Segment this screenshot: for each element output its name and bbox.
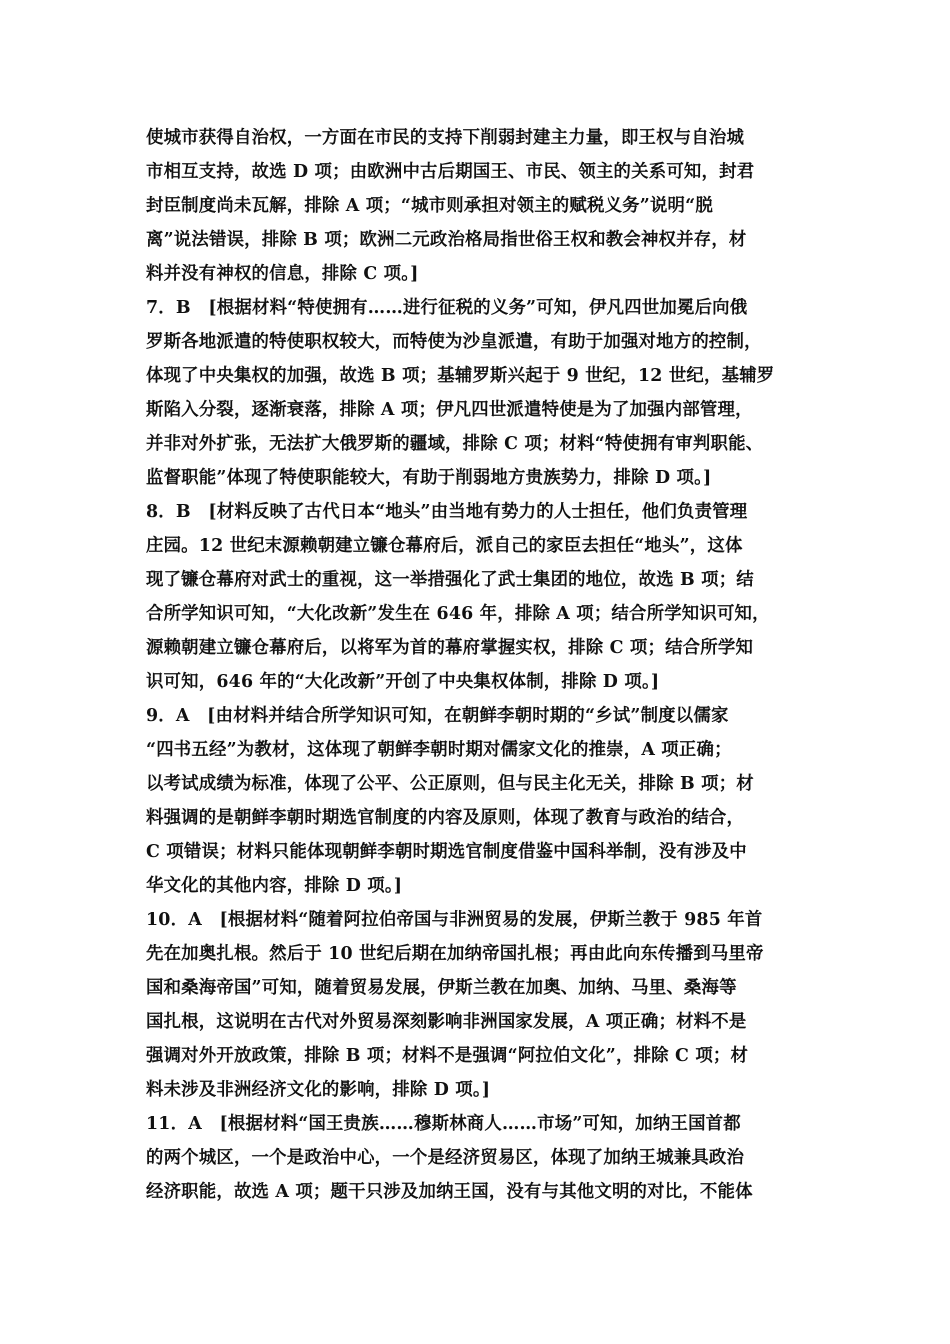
text-line: 国扎根，这说明在古代对外贸易深刻影响非洲国家发展，A 项正确；材料不是: [146, 1012, 747, 1032]
text-line: 监督职能”体现了特使职能较大，有助于削弱地方贵族势力，排除 D 项。]: [146, 468, 712, 488]
text-line: 使城市获得自治权，一方面在市民的支持下削弱封建主力量，即王权与自治城: [146, 128, 745, 148]
text-line: 先在加奥扎根。然后于 10 世纪后期在加纳帝国扎根；再由此向东传播到马里帝: [146, 944, 764, 964]
answer-text-body: [146, 121, 814, 1209]
text-line: 体现了中央集权的加强，故选 B 项；基辅罗斯兴起于 9 世纪，12 世纪，基辅罗: [146, 366, 775, 386]
text-line: C 项错误；材料只能体现朝鲜李朝时期选官制度借鉴中国科举制，没有涉及中: [146, 842, 747, 862]
text-line: 封臣制度尚未瓦解，排除 A 项；“城市则承担对领主的赋税义务”说明“脱: [146, 196, 713, 216]
answer-11-line: 11．A [根据材料“国王贵族……穆斯林商人……市场”可知，加纳王国首都: [146, 1114, 741, 1134]
text-line: 经济职能，故选 A 项；题干只涉及加纳王国，没有与其他文明的对比，不能体: [146, 1182, 753, 1202]
text-line: 并非对外扩张，无法扩大俄罗斯的疆域，排除 C 项；材料“特使拥有审判职能、: [146, 434, 764, 454]
text-line: 料并没有神权的信息，排除 C 项。]: [146, 264, 419, 284]
text-line: 料强调的是朝鲜李朝时期选官制度的内容及原则，体现了教育与政治的结合，: [146, 808, 745, 828]
answer-7-line: 7．B [根据材料“特使拥有……进行征税的义务”可知，伊凡四世加冕后向俄: [146, 298, 748, 318]
text-line: 强调对外开放政策，排除 B 项；材料不是强调“阿拉伯文化”，排除 C 项；材: [146, 1046, 749, 1066]
answer-8-line: 8．B [材料反映了古代日本“地头”由当地有势力的人士担任，他们负责管理: [146, 502, 748, 522]
text-line: 识可知，646 年的“大化改新”开创了中央集权体制，排除 D 项。]: [146, 672, 660, 692]
text-line: 离”说法错误，排除 B 项；欧洲二元政治格局指世俗王权和教会神权并存，材: [146, 230, 747, 250]
text-line: 源赖朝建立镰仓幕府后，以将军为首的幕府掌握实权，排除 C 项；结合所学知: [146, 638, 754, 658]
text-line: 以考试成绩为标准，体现了公平、公正原则，但与民主化无关，排除 B 项；材: [146, 774, 754, 794]
text-line: 的两个城区，一个是政治中心，一个是经济贸易区，体现了加纳王城兼具政治: [146, 1148, 745, 1168]
text-line: 罗斯各地派遣的特使职权较大，而特使为沙皇派遣，有助于加强对地方的控制，: [146, 332, 762, 352]
text-line: 华文化的其他内容，排除 D 项。]: [146, 876, 403, 896]
text-line: 国和桑海帝国”可知，随着贸易发展，伊斯兰教在加奥、加纳、马里、桑海等: [146, 978, 737, 998]
text-line: 合所学知识可知，“大化改新”发生在 646 年，排除 A 项；结合所学知识可知，: [146, 604, 770, 624]
text-line: “四书五经”为教材，这体现了朝鲜李朝时期对儒家文化的推崇，A 项正确；: [146, 740, 732, 760]
text-line: 现了镰仓幕府对武士的重视，这一举措强化了武士集团的地位，故选 B 项；结: [146, 570, 754, 590]
text-line: 市相互支持，故选 D 项；由欧洲中古后期国王、市民、领主的关系可知，封君: [146, 162, 755, 182]
answer-10-line: 10．A [根据材料“随着阿拉伯帝国与非洲贸易的发展，伊斯兰教于 985 年首: [146, 910, 763, 930]
answer-9-line: 9．A [由材料并结合所学知识可知，在朝鲜李朝时期的“乡试”制度以儒家: [146, 706, 729, 726]
text-line: 料未涉及非洲经济文化的影响，排除 D 项。]: [146, 1080, 491, 1100]
text-line: 斯陷入分裂，逐渐衰落，排除 A 项；伊凡四世派遣特使是为了加强内部管理，: [146, 400, 753, 420]
text-line: 庄园。12 世纪末源赖朝建立镰仓幕府后，派自己的家臣去担任“地头”，这体: [146, 536, 743, 556]
